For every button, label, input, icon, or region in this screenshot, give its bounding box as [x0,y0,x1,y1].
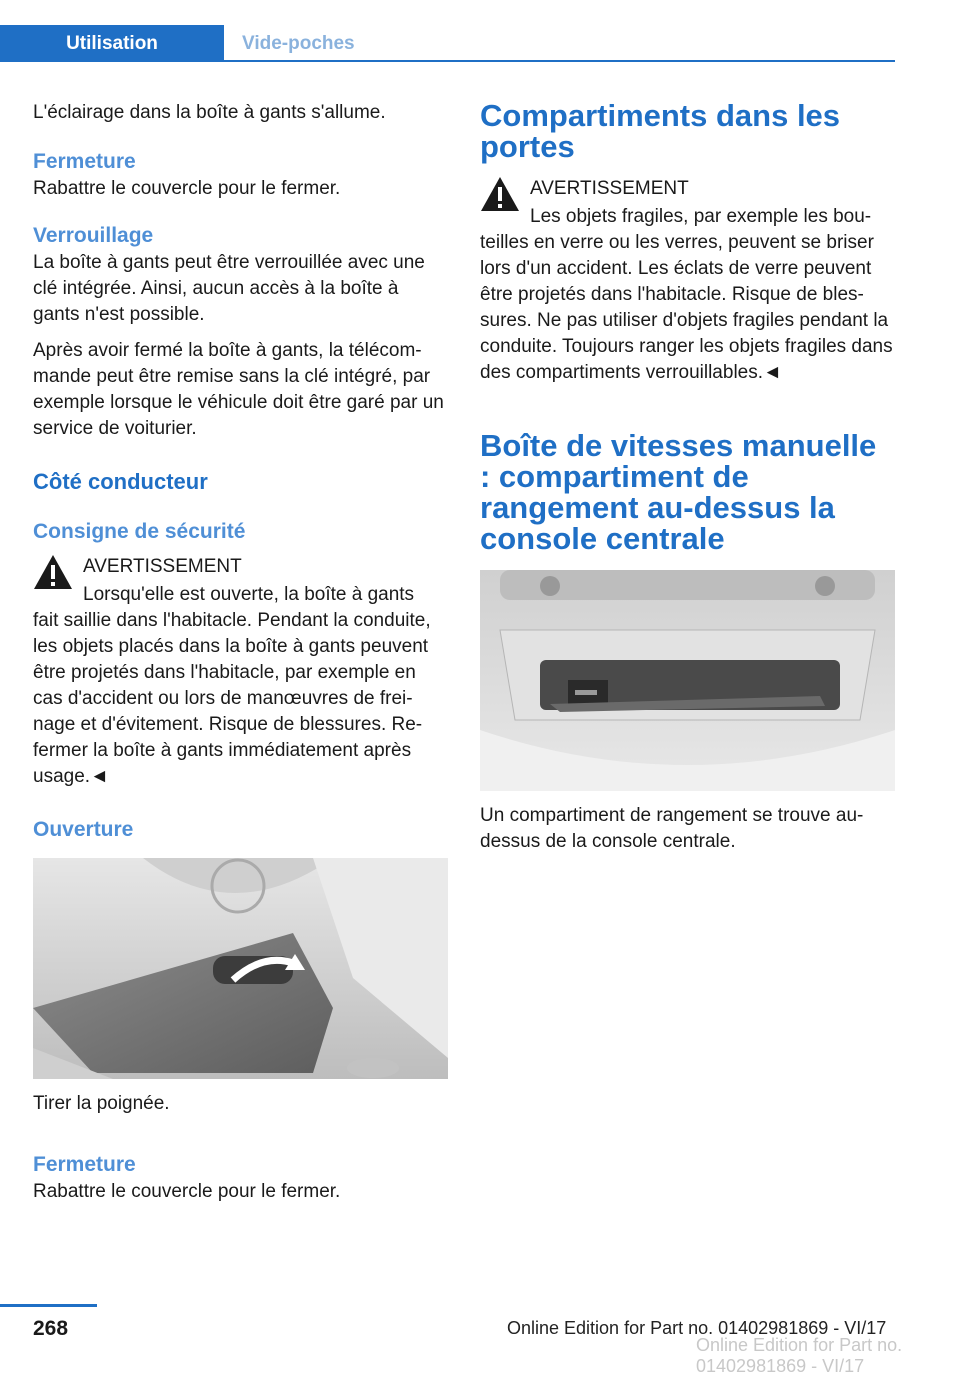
closing-text: Rabattre le couvercle pour le fermer. [33,178,341,199]
page-number: 268 [33,1317,69,1340]
locking-text-1: La boîte à gants peut être verrouillée avec une clé intégrée. Ainsi, aucun accès à la boîte à gants n'est possible. [33,252,425,325]
left-column [33,100,448,1215]
opening-heading: Ouverture [33,818,134,841]
closing-text-2: Rabattre le couvercle pour le fermer. [33,1181,341,1202]
door-compartments-heading: Compartiments dans les portes [480,98,841,164]
edition-text: Online Edition for Part no. 01402981869 - VI/17 [507,1318,887,1338]
watermark: Online Edition for Part no. 01402981869 - VI/17 [696,1335,903,1376]
warning-first-line: Lorsqu'elle est ouverte, la boîte à gants [83,584,415,605]
warning-block-doors [480,176,895,386]
safety-heading: Consigne de sécurité [33,520,246,543]
console-compartment-text: Un compartiment de rangement se trouve au-dessus de la console centrale. [480,805,864,852]
console-illustration [480,570,895,791]
gearbox-compartment-heading: Boîte de vitesses manuelle : compartiment de rangement au-dessus la console centrale [480,428,877,556]
warning-text: teilles en verre ou les verres, peuvent se briser lors d'un accident. Les éclats de verre peuvent être projetés dans l'habitacle. Risque de bles-sures. Ne pas utiliser d'objets fragiles pendant la conduite. Toujours ranger les objets fragiles dans des compartiments verrouillables.◄ [480,232,893,383]
header-tabs [0,25,895,62]
warning-title: AVERTISSEMENT [83,556,242,577]
header-divider [0,60,895,62]
tab-utilisation[interactable]: Utilisation [0,25,224,62]
right-column [480,100,895,865]
warning-icon [33,554,73,590]
warning-icon [480,176,520,212]
warning-first-line: Les objets fragiles, par exemple les bou- [530,206,872,227]
warning-text: fait saillie dans l'habitacle. Pendant la conduite, les objets placés dans la boîte à gants peuvent être projetés dans l'habitacle, par exemple en cas d'accident ou lors de manœuvres de frei-nage et d'évitement. Risque de blessures. Re-fermer la boîte à gants immédiatement après usage.◄ [33,610,431,787]
glovebox-handle-image [33,858,448,1079]
closing-heading: Fermeture [33,150,136,173]
footer-accent-line [0,1304,97,1307]
driver-side-heading: Côté conducteur [33,469,208,494]
glovebox-illustration [33,858,448,1079]
tab-vide-poches[interactable]: Vide-poches [242,32,355,54]
closing-heading-2: Fermeture [33,1153,136,1176]
locking-heading: Verrouillage [33,224,154,247]
center-console-image [480,570,895,791]
warning-block-glovebox [33,554,448,790]
pull-handle-caption: Tirer la poignée. [33,1093,170,1114]
lighting-text: L'éclairage dans la boîte à gants s'allume. [33,102,386,123]
locking-text-2: Après avoir fermé la boîte à gants, la télécom-mande peut être remise sans la clé intégré, par exemple lorsque le véhicule doit être garé par un service de voiturier. [33,340,444,439]
warning-title: AVERTISSEMENT [530,178,689,199]
